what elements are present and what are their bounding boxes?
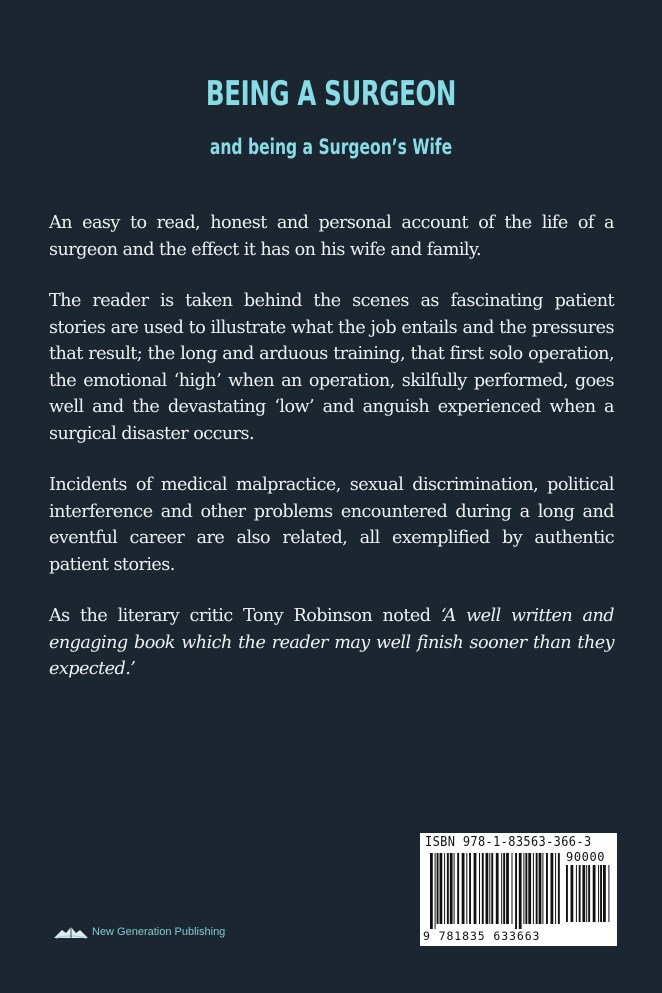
blurb bbox=[49, 210, 614, 708]
blurb-paragraph-3: Incidents of medical malpractice, sexual discrimination, political interference and other problems encountered during a long and eventful career are also related, all exemplified by authentic patient stories. bbox=[49, 475, 614, 575]
ean-digits: 9 781835 633663 bbox=[423, 929, 541, 943]
isbn-label: ISBN 978-1-83563-366-3 bbox=[425, 835, 592, 850]
book-title: BEING A SURGEON bbox=[205, 74, 457, 114]
addon-bars bbox=[566, 865, 612, 927]
isbn-barcode bbox=[420, 833, 617, 946]
book-logo-icon bbox=[52, 924, 90, 940]
publisher-name: New Generation Publishing bbox=[92, 926, 226, 938]
blurb-paragraph-4 bbox=[49, 603, 614, 683]
blurb-paragraph-2: The reader is taken behind the scenes as fascinating patient stories are used to illustrate what the job entails and the pressures that result; the long and arduous training, that first solo operation, the emotional ‘high’ when an operation, skilfully performed, goes well and the devastating ‘low’ and anguish experienced when a surgical disaster occurs. bbox=[49, 291, 614, 444]
book-subtitle: and being a Surgeon’s Wife bbox=[209, 135, 453, 159]
publisher-imprint bbox=[52, 924, 225, 940]
critic-intro: As the literary critic Tony Robinson noted bbox=[49, 606, 441, 626]
ean-bars bbox=[430, 853, 560, 929]
price-code: 90000 bbox=[566, 850, 606, 864]
blurb-paragraph-1: An easy to read, honest and personal account of the life of a surgeon and the effect it has on his wife and family. bbox=[49, 213, 614, 260]
critic-quote: ‘A well written and engaging book which the reader may well finish sooner than they expected.’ bbox=[49, 606, 614, 679]
